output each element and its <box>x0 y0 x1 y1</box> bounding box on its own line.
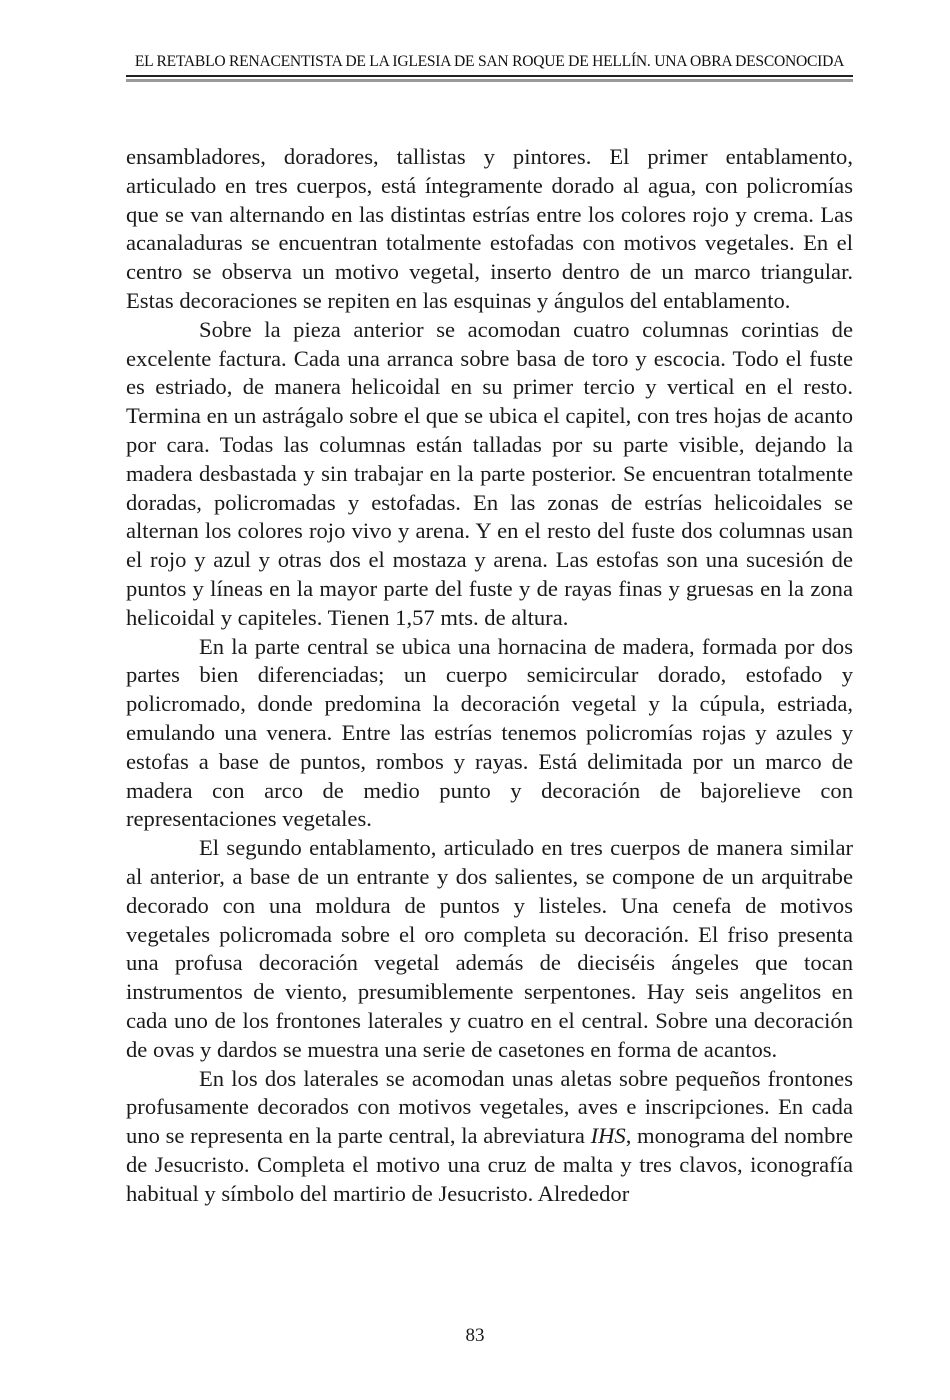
running-header: EL RETABLO RENACENTISTA DE LA IGLESIA DE SAN ROQUE DE HELLÍN. UNA OBRA DESCONOCIDA <box>134 53 845 70</box>
paragraph: En la parte central se ubica una hornacina de madera, formada por dos partes bien diferenciadas; un cuerpo semicircular dorado, estofado y policromado, donde predomina la decoración vegetal y la cúpula, estriada, emulando una venera. Entre las estrías tenemos policromías rojas y azules y estofas a base de puntos, rombos y rayas. Está delimitada por un marco de madera con arco de medio punto y decoración de bajorelieve con representaciones vegetales. <box>126 633 853 832</box>
paragraph: El segundo entablamento, articulado en tres cuerpos de manera similar al anterior, a base de un entrante y dos salientes, se compone de un arquitrabe decorado con una moldura de puntos y listeles. Una cenefa de motivos vegetales policromada sobre el oro completa su decoración. El friso presenta una profusa decoración vegetal además de dieciséis ángeles que tocan instrumentos de viento, presumiblemente serpentones. Hay seis angelitos en cada uno de los frontones laterales y cuatro en el central. Sobre una decoración de ovas y dardos se muestra una serie de casetones en forma de acantos. <box>126 835 853 1062</box>
header-rule <box>126 75 853 77</box>
ihs-abbreviation: IHS <box>590 1123 626 1149</box>
body-text <box>126 143 853 1208</box>
page-number: 83 <box>465 1325 485 1346</box>
paragraph: Sobre la pieza anterior se acomodan cuatro columnas corintias de excelente factura. Cada una arranca sobre basa de toro y escocia. Todo el fuste es estriado, de manera helicoidal en su primer tercio y vertical en el resto. Termina en un astrágalo sobre el que se ubica el capitel, con tres hojas de acanto por cara. Todas las columnas están talladas por su parte visible, dejando la madera desbastada y sin trabajar en la parte posterior. Se encuentran totalmente doradas, policromadas y estofadas. En las zonas de estrías helicoidales se alternan los colores rojo vivo y arena. Y en el resto del fuste dos columnas usan el rojo y azul y otras dos el mostaza y arena. Las estofas son una sucesión de puntos y líneas en la mayor parte del fuste y de rayas finas y gruesas en la zona helicoidal y capiteles. Tienen 1,57 mts. de altura. <box>126 316 853 630</box>
paragraph-text: , monograma del nombre de Jesucristo. Completa el motivo una cruz de malta y tres clavos, iconografía habitual y símbolo del martirio de Jesucristo. Alrededor <box>126 1123 853 1206</box>
paragraph-text: En los dos laterales se acomodan unas aletas sobre pequeños frontones profusamente decorados con motivos vegetales, aves e inscripciones. En cada uno se representa en la parte central, la abreviatura <box>126 1065 853 1149</box>
paragraph <box>126 1065 853 1209</box>
paragraph: ensambladores, doradores, tallistas y pintores. El primer entablamento, articulado en tres cuerpos, está íntegramente dorado al agua, con policromías que se van alternando en las distintas estrías entre los colores rojo y crema. Las acanaladuras se encuentran totalmente estofadas con motivos vegetales. En el centro se observa un motivo vegetal, inserto dentro de un marco triangular. Estas decoraciones se repiten en las esquinas y ángulos del entablamento. <box>126 144 853 313</box>
header-rule-shadow <box>126 79 853 82</box>
